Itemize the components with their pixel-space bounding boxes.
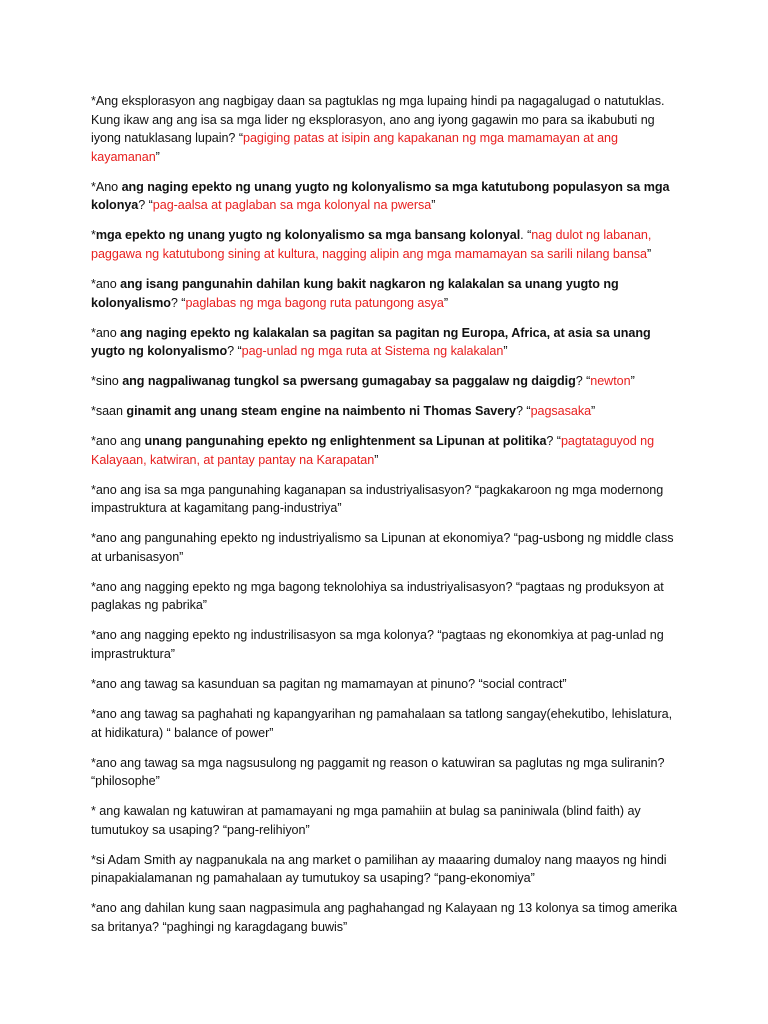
qa-punct: ? “ (138, 198, 153, 213)
qa-answer: pagtataguyod ng Kalayaan, katwiran, at pantay pantay na Karapatan (91, 434, 655, 467)
qa-punct: . “ (520, 228, 532, 243)
qa-answer: newton (590, 374, 631, 389)
qa-text: * ang kawalan ng katuwiran at pamamayani ng mga pamahiin at bulag sa paniniwala (blind faith) ay tumutukoy sa usaping? “pang-relihiyon” (91, 804, 641, 837)
qa-item-3 (91, 226, 681, 263)
qa-question-bold: mga epekto ng unang yugto ng kolonyalismo sa mga bansang kolonyal (95, 228, 521, 243)
qa-text: *saan (91, 404, 127, 419)
qa-item-7 (91, 402, 681, 421)
qa-item-5 (91, 324, 681, 361)
qa-question-bold: ang isang pangunahin dahilan kung bakit nagkaron ng kalakalan sa unang yugto ng kolonyalismo (91, 276, 619, 310)
qa-text: *si Adam Smith ay nagpanukala na ang market o pamilihan ay maaaring dumaloy nang maayos ng hindi pinapakialamanan ng pamahalaan ay tumutukoy sa usaping? “pang-ekonomiya” (91, 852, 667, 886)
qa-answer: pag-unlad ng mga ruta at Sistema ng kalakalan (241, 344, 504, 359)
qa-punct: ? “ (546, 434, 561, 449)
qa-text: *ano (91, 276, 121, 291)
qa-punct: ? “ (227, 344, 242, 359)
qa-item-11 (91, 578, 681, 615)
qa-answer: pagiging patas at isipin ang kapakanan ng mga mamamayan at ang kayamanan (91, 131, 618, 164)
qa-question-bold: unang pangunahing epekto ng enlightenment sa Lipunan at politika (144, 434, 547, 449)
qa-item-13 (91, 675, 681, 694)
qa-close-quote: ” (630, 374, 635, 389)
qa-text: *ano ang tawag sa kasunduan sa pagitan ng mamamayan at pinuno? “social contract” (91, 676, 567, 691)
qa-close-quote: ” (431, 198, 436, 213)
qa-item-1 (91, 92, 681, 166)
qa-item-2 (91, 178, 681, 215)
qa-close-quote: ” (503, 344, 508, 359)
qa-text: *ano ang tawag sa paghahati ng kapangyarihan ng pamahalaan sa tatlong sangay(ehekutibo, lehislatura, at hidikatura) “ balance of power” (91, 706, 673, 740)
qa-punct: “ (235, 131, 243, 146)
qa-close-quote: ” (591, 404, 596, 419)
qa-item-10 (91, 529, 681, 566)
qa-close-quote: ” (647, 246, 652, 261)
qa-question-bold: ginamit ang unang steam engine na naimbento ni Thomas Savery (126, 404, 517, 419)
qa-text: *ano ang pangunahing epekto ng industriyalismo sa Lipunan at ekonomiya? “pag-usbong ng middle class at urbanisasyon” (91, 531, 674, 564)
qa-item-15 (91, 754, 681, 791)
qa-text: *ano ang (91, 434, 145, 449)
qa-answer: paglabas ng mga bagong ruta patungong asya (185, 295, 444, 310)
qa-question-bold: ang naging epekto ng unang yugto ng kolonyalismo sa mga katutubong populasyon sa mga kolonya (91, 179, 670, 213)
qa-item-14 (91, 705, 681, 742)
qa-text: *ano ang dahilan kung saan nagpasimula ang paghahangad ng Kalayaan ng 13 kolonya sa timog amerika sa britanya? “paghingi ng karagdagang buwis” (91, 901, 678, 934)
qa-item-16 (91, 802, 681, 839)
qa-question-bold: ang nagpaliwanag tungkol sa pwersang gumagabay sa paggalaw ng daigdig (122, 374, 576, 389)
qa-text: *ano ang tawag sa mga nagsusulong ng paggamit ng reason o katuwiran sa paglutas ng mga suliranin? “philosophe” (91, 755, 665, 789)
qa-close-quote: ” (374, 452, 379, 467)
qa-item-12 (91, 626, 681, 663)
qa-text: *ano ang nagging epekto ng industrilisasyon sa mga kolonya? “pagtaas ng ekonomkiya at pag-unlad ng imprastruktura” (91, 628, 664, 661)
qa-answer: pag-aalsa at paglaban sa mga kolonyal na pwersa (152, 198, 432, 213)
qa-answer: pagsasaka (530, 404, 592, 419)
qa-item-8 (91, 432, 681, 469)
qa-punct: ? “ (170, 295, 186, 310)
qa-item-6 (91, 372, 681, 391)
qa-item-4 (91, 275, 681, 312)
qa-list (91, 92, 681, 948)
qa-question-bold: ang naging epekto ng kalakalan sa pagitan sa pagitan ng Europa, Africa, at asia sa unang yugto ng kolonyalismo (91, 325, 651, 359)
qa-close-quote: ” (443, 295, 448, 310)
qa-text: *Ang eksplorasyon ang nagbigay daan sa pagtuklas ng mga lupaing hindi pa nagagalugad o natutuklas. Kung ikaw ang ang isa sa mga lider ng eksplorasyon, ano ang iyong gagawin mo para sa ikabubuti ng iyong natuklasang lupain? (91, 94, 665, 146)
qa-item-9 (91, 481, 681, 518)
qa-answer: nag dulot ng labanan, paggawa ng katutubong sining at kultura, nagging alipin ang mga mamamayan sa sarili nilang bansa (91, 228, 652, 261)
qa-text: *ano ang nagging epekto ng mga bagong teknolohiya sa industriyalisasyon? “pagtaas ng produksyon at paglakas ng pabrika” (91, 579, 664, 613)
qa-item-18 (91, 899, 681, 936)
qa-item-17 (91, 851, 681, 888)
qa-text: *Ano (91, 179, 122, 194)
qa-close-quote: ” (155, 149, 160, 164)
qa-text: * (91, 228, 96, 243)
qa-punct: ? “ (575, 374, 591, 389)
qa-punct: ? “ (516, 404, 531, 419)
qa-text: *sino (91, 374, 123, 389)
qa-text: *ano ang isa sa mga pangunahing kaganapan sa industriyalisasyon? “pagkakaroon ng mga modernong impastruktura at kagamitang pang-industriya” (91, 482, 664, 516)
qa-text: *ano (91, 325, 121, 340)
